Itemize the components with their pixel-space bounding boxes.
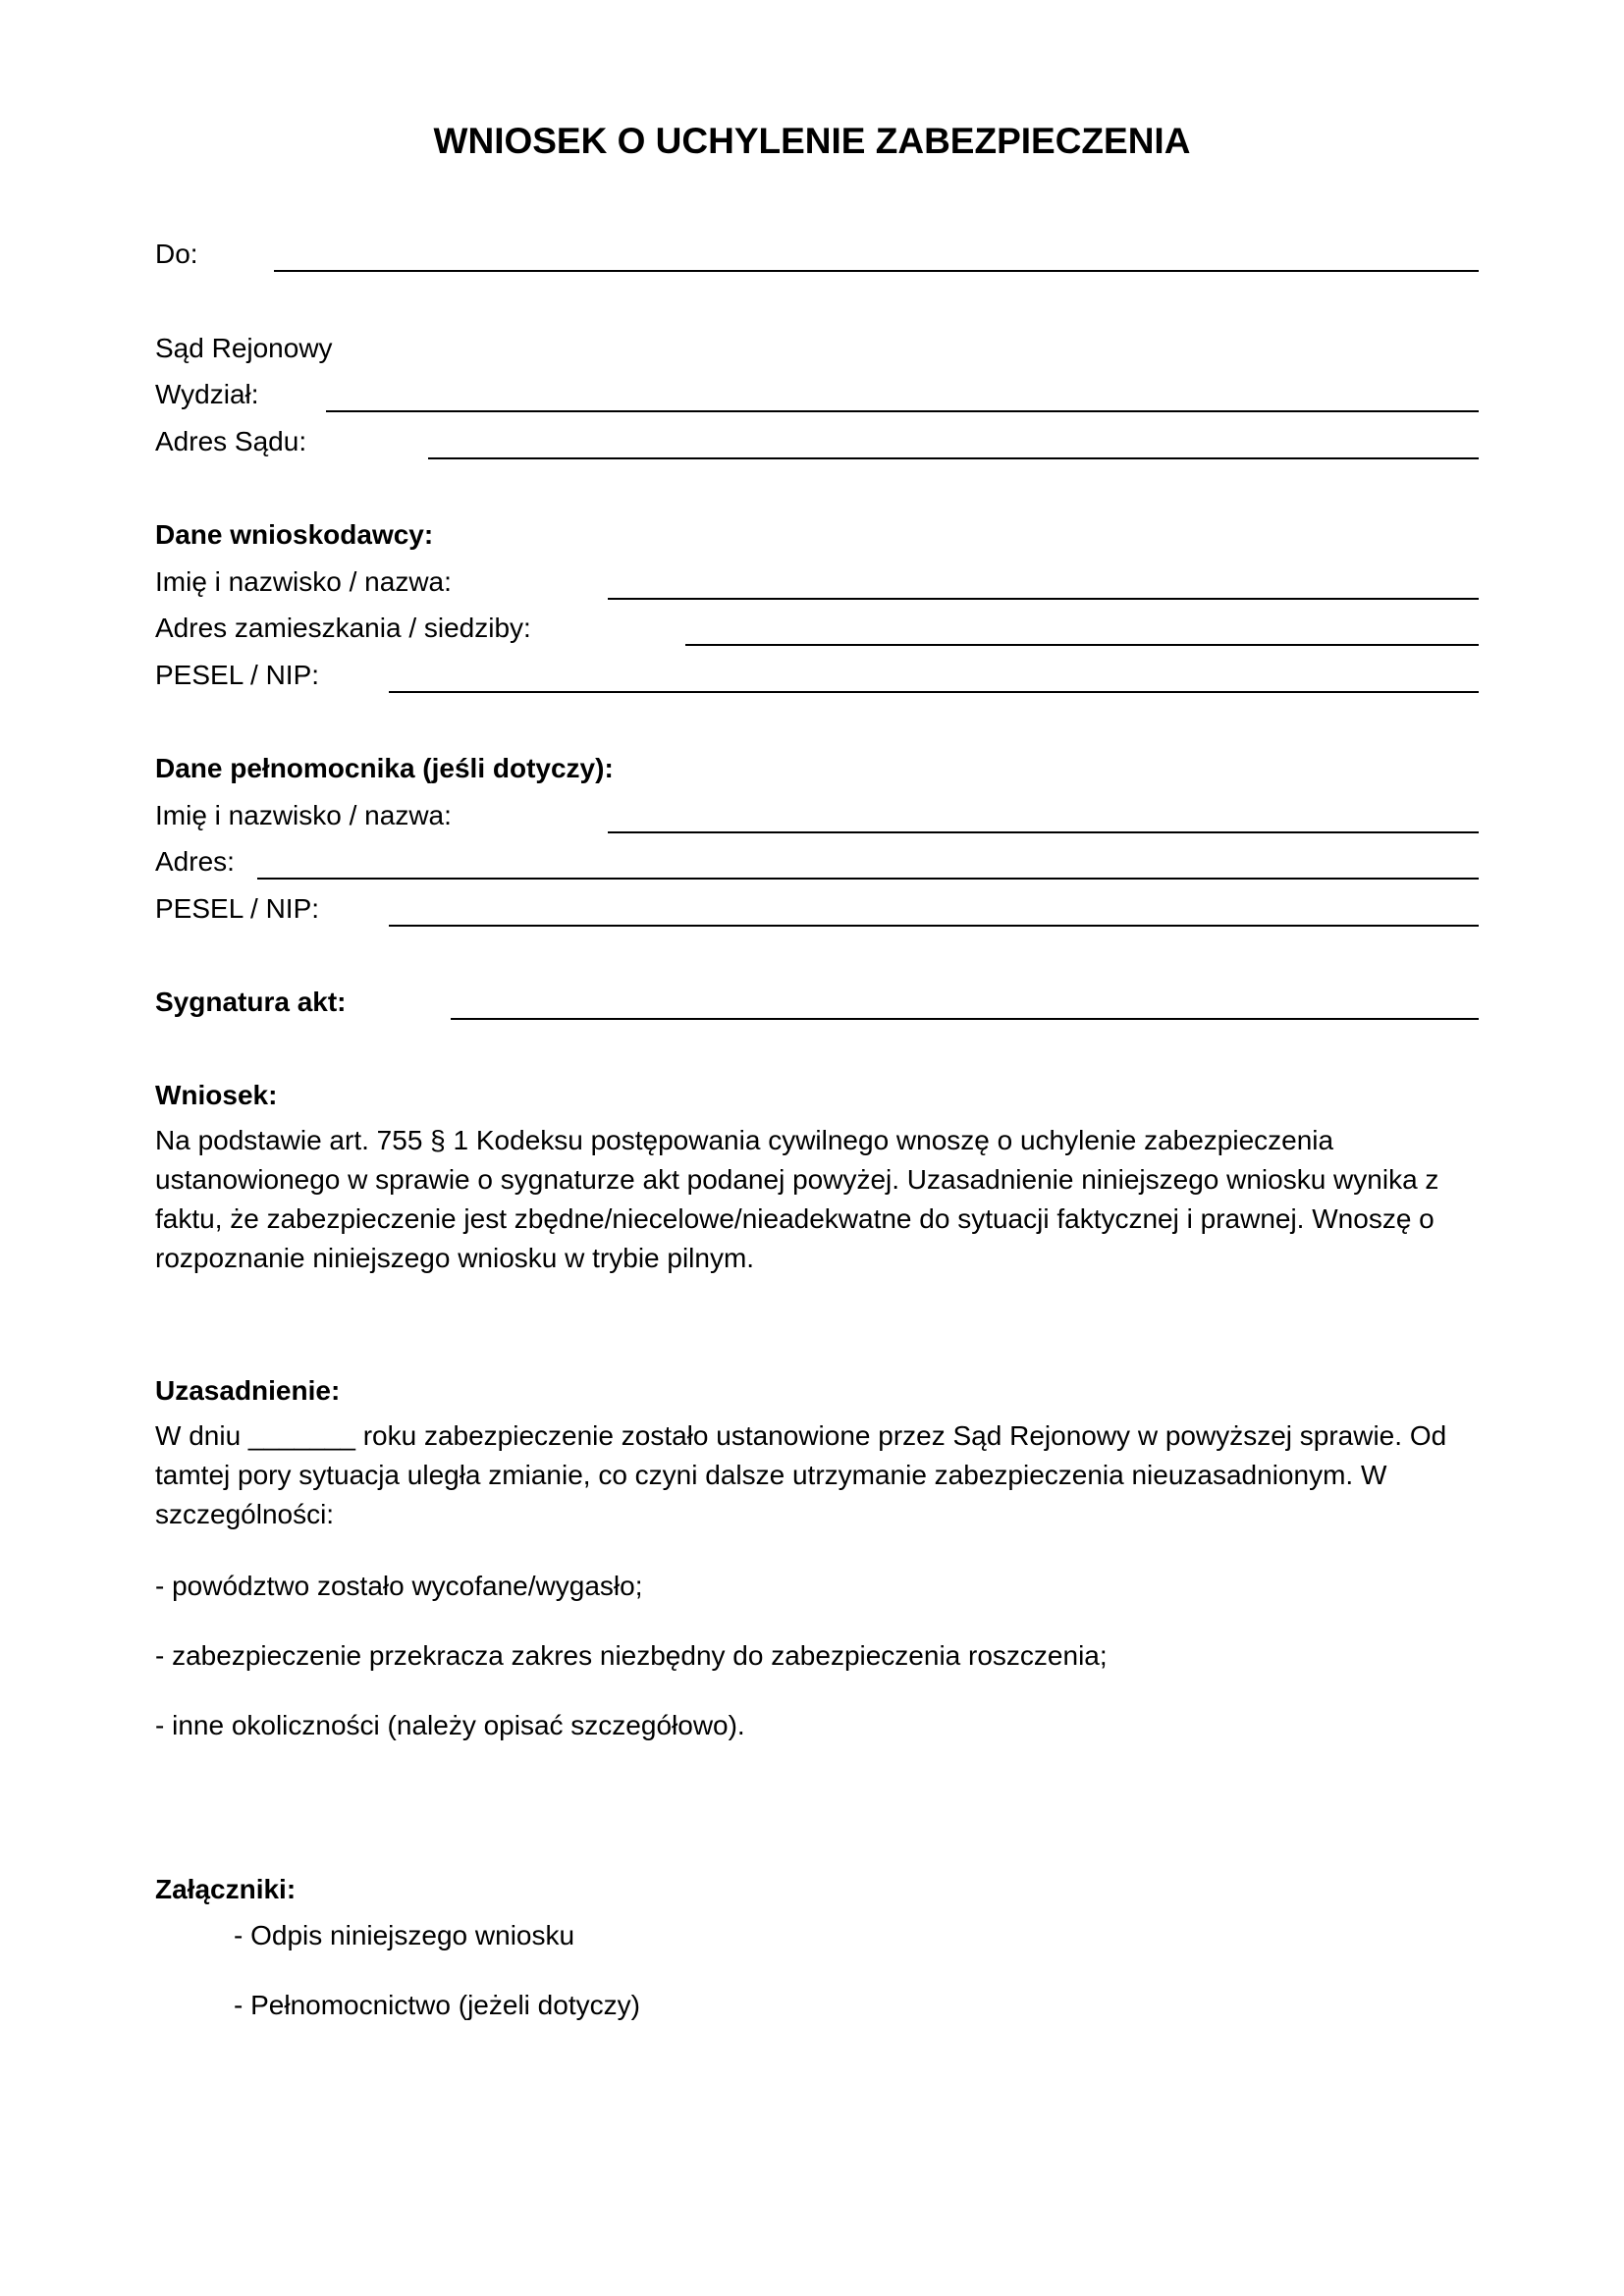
to-field-line[interactable] xyxy=(274,270,1479,272)
applicant-address-label: Adres zamieszkania / siedziby: xyxy=(155,613,531,643)
court-address-field-line[interactable] xyxy=(428,457,1479,459)
attorney-id-field-line[interactable] xyxy=(389,925,1479,927)
document-title: WNIOSEK O UCHYLENIE ZABEZPIECZENIA xyxy=(433,121,1191,161)
attachment-item: - Odpis niniejszego wniosku xyxy=(234,1920,575,1950)
attachment-item: - Pełnomocnictwo (jeżeli dotyczy) xyxy=(234,1990,640,2020)
case-signature-field-line[interactable] xyxy=(451,1018,1479,1020)
motion-heading: Wniosek: xyxy=(155,1080,278,1110)
court-address-label: Adres Sądu: xyxy=(155,426,307,456)
case-signature-label: Sygnatura akt: xyxy=(155,987,347,1017)
justification-heading: Uzasadnienie: xyxy=(155,1375,341,1406)
attorney-name-label: Imię i nazwisko / nazwa: xyxy=(155,800,452,830)
applicant-address-field-line[interactable] xyxy=(685,644,1479,646)
to-label: Do: xyxy=(155,239,198,269)
applicant-name-label: Imię i nazwisko / nazwa: xyxy=(155,566,452,597)
attorney-address-field-line[interactable] xyxy=(257,878,1479,880)
motion-text: Na podstawie art. 755 § 1 Kodeksu postępowania cywilnego wnoszę o uchylenie zabezpieczenia ustanowionego w sprawie o sygnaturze akt podanej powyżej. Uzasadnienie niniejszego wniosku wynika z faktu, że zabezpieczenie jest zbędne/niecelowe/nieadekwatne do sytuacji faktycznej i prawnej. Wnoszę o rozpoznanie niniejszego wniosku w trybie pilnym. xyxy=(155,1125,1439,1273)
justification-item: - zabezpieczenie przekracza zakres niezbędny do zabezpieczenia roszczenia; xyxy=(155,1640,1108,1671)
attorney-address-label: Adres: xyxy=(155,846,235,877)
department-label: Wydział: xyxy=(155,379,259,409)
attachments-heading: Załączniki: xyxy=(155,1874,297,1904)
applicant-name-field-line[interactable] xyxy=(608,598,1479,600)
department-field-line[interactable] xyxy=(326,410,1479,412)
attorney-heading: Dane pełnomocnika (jeśli dotyczy): xyxy=(155,753,614,783)
court-name: Sąd Rejonowy xyxy=(155,333,333,363)
applicant-heading: Dane wnioskodawcy: xyxy=(155,519,434,550)
applicant-id-field-line[interactable] xyxy=(389,691,1479,693)
justification-item: - powództwo zostało wycofane/wygasło; xyxy=(155,1571,643,1601)
applicant-id-label: PESEL / NIP: xyxy=(155,660,320,690)
attorney-id-label: PESEL / NIP: xyxy=(155,893,320,924)
justification-item: - inne okoliczności (należy opisać szczegółowo). xyxy=(155,1710,745,1740)
attorney-name-field-line[interactable] xyxy=(608,831,1479,833)
justification-text: W dniu _______ roku zabezpieczenie zostało ustanowione przez Sąd Rejonowy w powyższej sprawie. Od tamtej pory sytuacja uległa zmianie, co czyni dalsze utrzymanie zabezpieczenia nieuzasadnionym. W szczególności: xyxy=(155,1420,1447,1529)
